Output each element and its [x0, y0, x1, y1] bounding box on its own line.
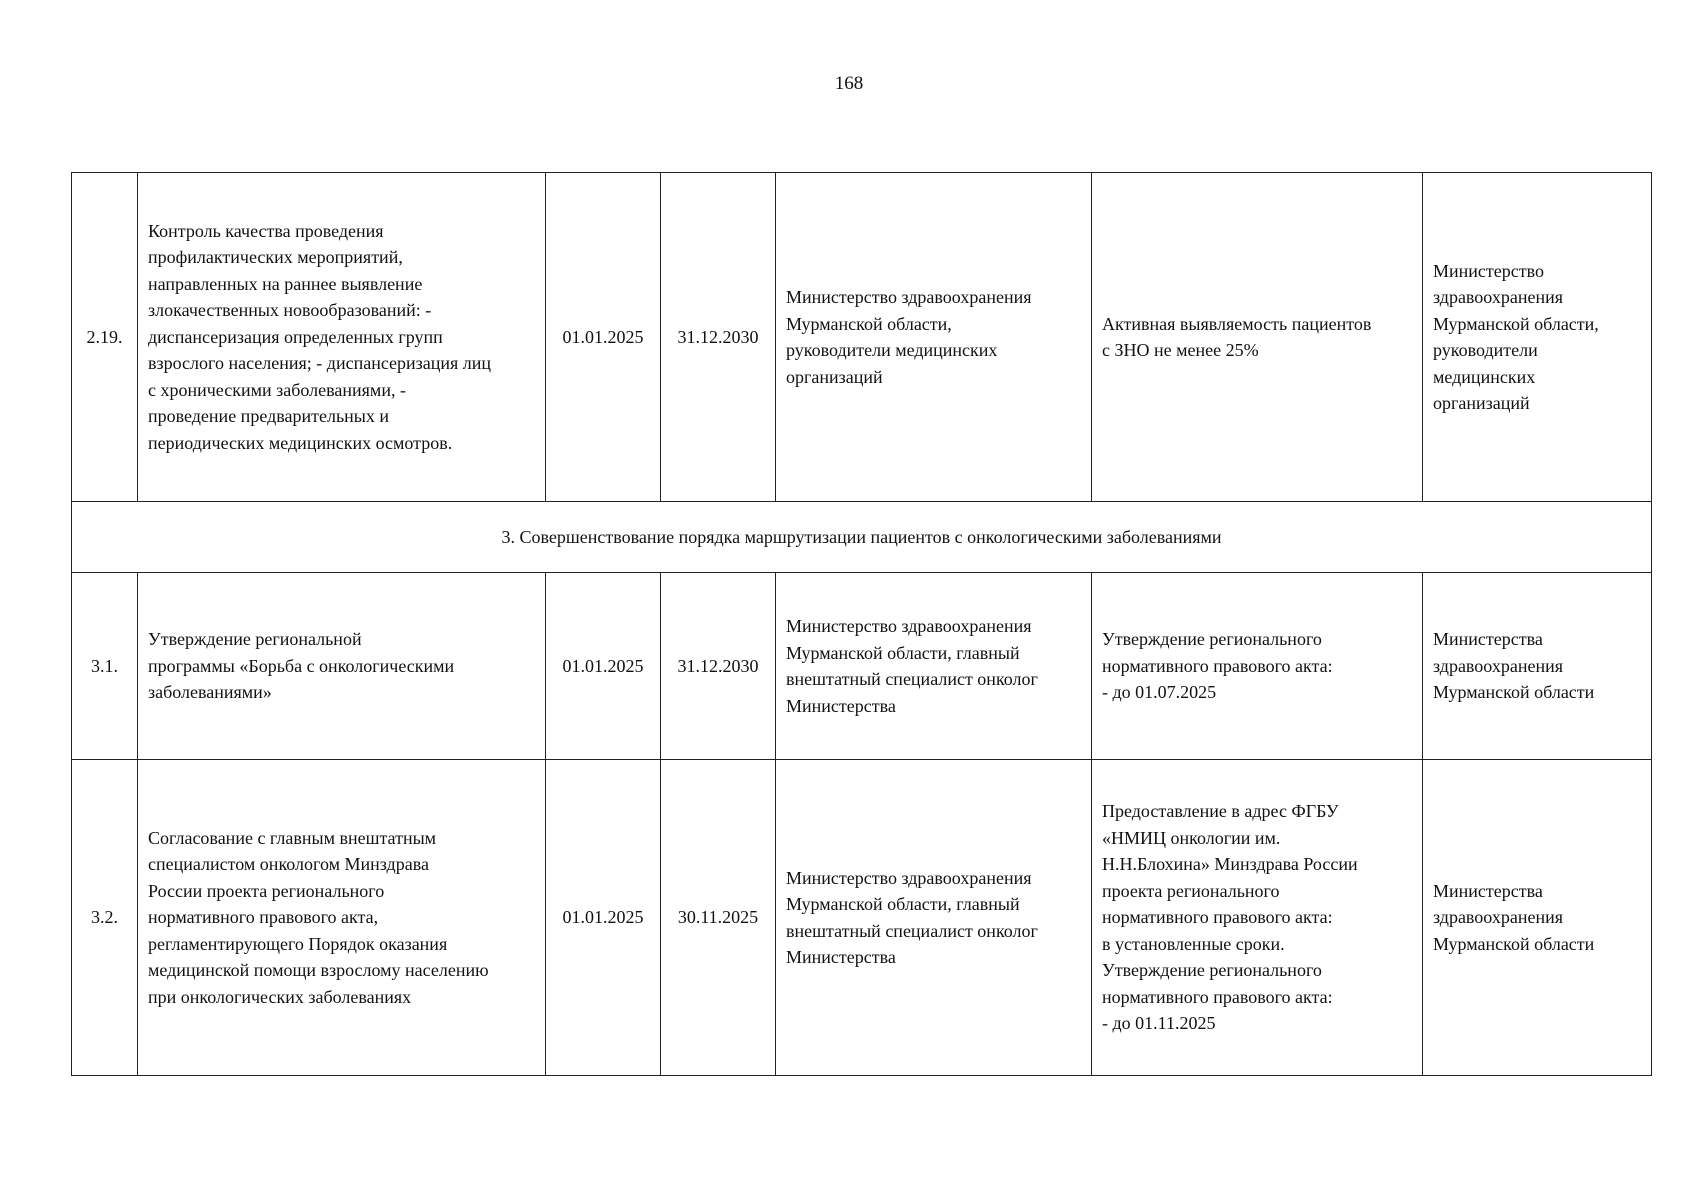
- section-title: 3. Совершенствование порядка маршрутизации пациентов с онкологическими заболеваниями: [72, 502, 1652, 573]
- start-date-cell: 01.01.2025: [546, 173, 661, 502]
- activity-cell: Контроль качества проведения профилактических мероприятий, направленных на раннее выявление злокачественных новообразований: - диспансеризация определенных групп взрослого населения; - диспансеризация лиц с хроническими заболеваниями, - проведение предварительных и периодических медицинских осмотров.: [138, 173, 546, 502]
- section-header-row: [72, 502, 1652, 573]
- executor-cell: Министерство здравоохранения Мурманской области, руководители медицинских организаций: [776, 173, 1092, 502]
- row-number: 3.2.: [72, 760, 138, 1076]
- result-cell: Утверждение регионального нормативного правового акта: - до 01.07.2025: [1092, 573, 1423, 760]
- executor-cell: Министерство здравоохранения Мурманской области, главный внештатный специалист онколог Министерства: [776, 573, 1092, 760]
- row-number: 2.19.: [72, 173, 138, 502]
- end-date-cell: 30.11.2025: [661, 760, 776, 1076]
- start-date-cell: 01.01.2025: [546, 573, 661, 760]
- activity-cell: Согласование с главным внештатным специалистом онкологом Минздрава России проекта регионального нормативного правового акта, регламентирующего Порядок оказания медицинской помощи взрослому населению при онкологических заболеваниях: [138, 760, 546, 1076]
- table-row: [72, 573, 1652, 760]
- end-date-cell: 31.12.2030: [661, 173, 776, 502]
- responsible-cell: Министерства здравоохранения Мурманской области: [1423, 573, 1652, 760]
- row-number: 3.1.: [72, 573, 138, 760]
- activity-plan-table: [71, 172, 1652, 1076]
- activity-cell: Утверждение региональной программы «Борьба с онкологическими заболеваниями»: [138, 573, 546, 760]
- responsible-cell: Министерства здравоохранения Мурманской области: [1423, 760, 1652, 1076]
- executor-cell: Министерство здравоохранения Мурманской области, главный внештатный специалист онколог Министерства: [776, 760, 1092, 1076]
- table-row: [72, 760, 1652, 1076]
- start-date-cell: 01.01.2025: [546, 760, 661, 1076]
- result-cell: Активная выявляемость пациентов с ЗНО не менее 25%: [1092, 173, 1423, 502]
- page-number: 168: [834, 73, 864, 94]
- result-cell: Предоставление в адрес ФГБУ «НМИЦ онкологии им. Н.Н.Блохина» Минздрава России проекта регионального нормативного правового акта: в установленные сроки. Утверждение регионального нормативного правового акта: - до 01.11.2025: [1092, 760, 1423, 1076]
- table-row: [72, 173, 1652, 502]
- responsible-cell: Министерство здравоохранения Мурманской области, руководители медицинских организаций: [1423, 173, 1652, 502]
- end-date-cell: 31.12.2030: [661, 573, 776, 760]
